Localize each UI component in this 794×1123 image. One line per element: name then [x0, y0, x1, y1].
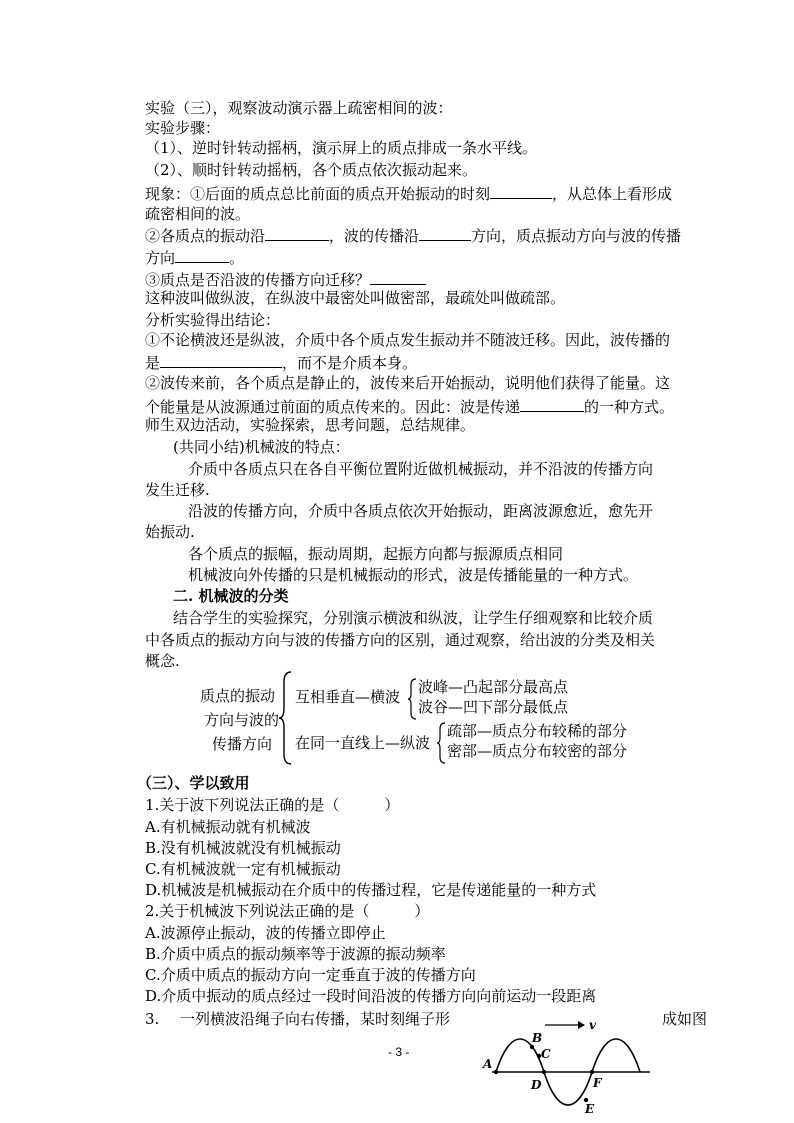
question-2: 2.关于机械波下列说法正确的是（ ）	[145, 902, 430, 920]
feature-3: 各个质点的振幅，振动周期，起振方向都与振源质点相同	[188, 545, 564, 563]
class-root-line-2: 方向与波的	[204, 711, 280, 729]
class-root-line-3: 传播方向	[212, 735, 273, 753]
longitudinal-wave-label: 在同一直线上—纵波	[295, 734, 431, 752]
activity-line: 师生双边活动，实验探索，思考问题，总结规律。	[145, 416, 476, 434]
experiment-3-title: 实验（三），观察波动演示器上疏密相间的波：	[145, 99, 453, 117]
rarefaction-def: 疏部—质点分布较稀的部分	[447, 722, 628, 740]
feature-1-cont: 发生迁移.	[145, 481, 210, 499]
fill-blank[interactable]	[160, 351, 282, 368]
text-b: 的一种方式。	[584, 398, 675, 416]
text-a: ③质点是否沿波的传播方向迁移？	[145, 271, 371, 289]
feature-2-cont: 始振动.	[145, 523, 195, 541]
summary-heading: (共同小结)机械波的特点：	[173, 438, 350, 456]
phenomenon-text-b: ，从总体上看形成	[552, 185, 673, 203]
step-2: （2）、顺时针转动摇柄，各个质点依次振动起来。	[145, 161, 478, 179]
text-a: 个能量是从波源通过前面的质点传来的。因此：波是传递	[145, 398, 521, 416]
q1-option-b: B.没有机械波就没有机械振动	[145, 839, 341, 857]
feature-2: 沿波的传播方向，介质中各质点依次开始振动，距离波源愈近，愈先开	[188, 502, 654, 520]
velocity-arrowhead	[578, 1021, 585, 1029]
text-a: 是	[145, 354, 161, 372]
label-f: F	[593, 1076, 602, 1090]
q2-option-c: C.介质中质点的振动方向一定垂直于波的传播方向	[145, 966, 476, 984]
q1-option-c: C.有机械波就一定有机械振动	[145, 860, 341, 878]
fill-blank[interactable]	[370, 268, 426, 285]
text-a: 方向	[145, 249, 176, 267]
page-number: - 3 -	[388, 1045, 410, 1059]
conclusion-1-cont	[145, 351, 417, 373]
phenomenon-line-3	[145, 224, 681, 246]
wave-crest-def: 波峰—凸起部分最高点	[418, 678, 569, 696]
label-v: v	[589, 1018, 596, 1032]
text-c: 方向，质点振动方向与波的传播	[471, 227, 682, 245]
conclusion-2-cont	[145, 395, 674, 417]
longitudinal-wave-def: 这种波叫做纵波，在纵波中最密处叫做密部，最疏处叫做疏部。	[145, 289, 566, 307]
phenomenon-line-1	[145, 182, 672, 204]
point-d	[542, 1070, 546, 1074]
text-a: ②各质点的振动沿	[145, 227, 266, 245]
label-c: C	[541, 1047, 551, 1061]
conclusion-1: ①不论横波还是纵波，介质中各个质点发生振动并不随波迁移。因此，波传播的	[145, 331, 671, 349]
class-root-line-1: 质点的振动	[200, 687, 276, 705]
phenomenon-text-a: 现象：①后面的质点总比前面的质点开始振动的时刻	[145, 185, 491, 203]
analysis-label: 分析实验得出结论：	[145, 311, 281, 329]
question-3-number: 3.	[145, 1010, 160, 1028]
phenomenon-line-2: 疏密相间的波。	[145, 205, 251, 223]
label-e: E	[585, 1102, 595, 1116]
question-3-text: 一列横波沿绳子向右传播，某时刻绳子形	[180, 1010, 451, 1028]
longitudinal-brace	[436, 721, 446, 765]
compression-def: 密部—质点分布较密的部分	[447, 742, 628, 760]
step-1: （1）、逆时针转动摇柄，演示屏上的质点排成一条水平线。	[145, 139, 538, 157]
classification-intro-1: 结合学生的实验探究，分别演示横波和纵波，让学生仔细观察和比较介质	[173, 609, 654, 627]
fill-blank[interactable]	[419, 224, 471, 241]
text-b: ，而不是介质本身。	[282, 354, 418, 372]
experiment-steps-label: 实验步骤：	[145, 119, 221, 137]
feature-4: 机械波向外传播的只是机械振动的形式，波是传播能量的一种方式。	[188, 566, 639, 584]
label-a: A	[483, 1057, 493, 1071]
fill-blank[interactable]	[490, 182, 552, 199]
transverse-brace	[407, 677, 417, 721]
phenomenon-line-5	[145, 268, 426, 290]
classification-intro-2: 中各质点的振动方向与波的传播方向的区别，通过观察，给出波的分类及相关	[145, 631, 656, 649]
classification-intro-3: 概念.	[145, 652, 180, 670]
fill-blank[interactable]	[175, 246, 229, 263]
section-3-heading: （三）、学以致用	[137, 774, 250, 792]
label-b: B	[532, 1031, 543, 1045]
fill-blank[interactable]	[520, 395, 584, 412]
fill-blank[interactable]	[265, 224, 329, 241]
wave-trough-def: 波谷—凹下部分最低点	[418, 698, 569, 716]
big-brace	[278, 670, 292, 766]
feature-1: 介质中各质点只在各自平衡位置附近做机械振动，并不沿波的传播方向	[188, 460, 654, 478]
q2-option-a: A.波源停止振动，波的传播立即停止	[145, 924, 386, 942]
point-f	[590, 1070, 594, 1074]
q1-option-a: A.有机械振动就有机械波	[145, 818, 311, 836]
q1-option-d: D.机械波是机械振动在介质中的传播过程，它是传递能量的一种方式	[145, 881, 597, 899]
q2-option-d: D.介质中振动的质点经过一段时间沿波的传播方向向前运动一段距离	[145, 987, 597, 1005]
text-b: ，波的传播沿	[329, 227, 420, 245]
q2-option-b: B.介质中质点的振动频率等于波源的振动频率	[145, 945, 446, 963]
question-3-tail: 成如图	[662, 1010, 708, 1028]
conclusion-2: ②波传来前，各个质点是静止的，波传来后开始振动，说明他们获得了能量。这	[145, 374, 671, 392]
point-b	[530, 1045, 534, 1049]
label-d: D	[531, 1078, 542, 1092]
point-a	[494, 1070, 498, 1074]
phenomenon-line-4	[145, 246, 244, 268]
question-1: 1.关于波下列说法正确的是（ ）	[145, 796, 400, 814]
text-b: 。	[229, 249, 245, 267]
section-2-heading: 二. 机械波的分类	[173, 587, 289, 605]
transverse-wave-label: 互相垂直—横波	[295, 688, 401, 706]
rope-wave-figure	[478, 1014, 658, 1123]
